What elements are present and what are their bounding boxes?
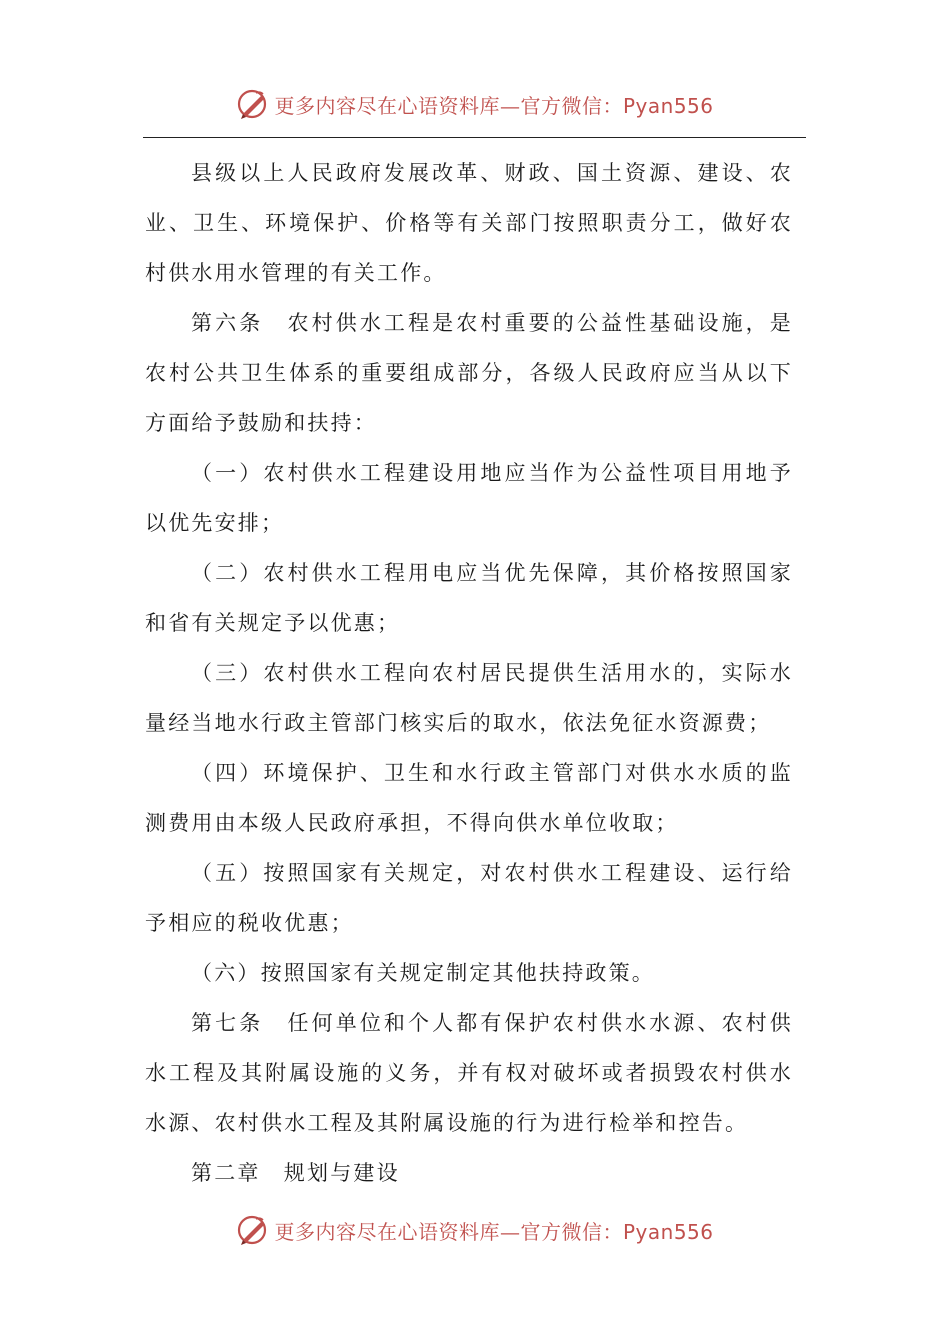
- paragraph: （二）农村供水工程用电应当优先保障，其价格按照国家和省有关规定予以优惠；: [145, 561, 793, 635]
- paragraph: 县级以上人民政府发展改革、财政、国土资源、建设、农业、卫生、环境保护、价格等有关部门按照职责分工，做好农村供水用水管理的有关工作。: [145, 161, 793, 285]
- header-banner: [0, 82, 950, 126]
- footer-banner: [0, 1208, 950, 1252]
- header-banner-wechat: 官方微信：: [520, 93, 623, 118]
- paragraph: 第六条 农村供水工程是农村重要的公益性基础设施，是农村公共卫生体系的重要组成部分，各级人民政府应当从以下方面给予鼓励和扶持：: [145, 311, 793, 435]
- header-banner-dash: —: [499, 93, 521, 118]
- footer-banner-text: [274, 1216, 713, 1245]
- paragraph: （四）环境保护、卫生和水行政主管部门对供水水质的监测费用由本级人民政府承担，不得向供水单位收取；: [145, 761, 793, 835]
- chapter-heading: 第二章 规划与建设: [191, 1161, 400, 1185]
- footer-banner-dash: —: [499, 1219, 521, 1244]
- header-banner-text: [274, 90, 713, 119]
- pen-logo-icon: [236, 87, 270, 121]
- footer-banner-wechat: 官方微信：: [520, 1219, 623, 1244]
- paragraph: 第七条 任何单位和个人都有保护农村供水水源、农村供水工程及其附属设施的义务，并有权对破坏或者损毁农村供水水源、农村供水工程及其附属设施的行为进行检举和控告。: [145, 1011, 793, 1135]
- paragraph: （六）按照国家有关规定制定其他扶持政策。: [191, 961, 655, 985]
- paragraph: （五）按照国家有关规定，对农村供水工程建设、运行给予相应的税收优惠；: [145, 861, 793, 935]
- paragraph: （一）农村供水工程建设用地应当作为公益性项目用地予以优先安排；: [145, 461, 793, 535]
- document-body: [145, 148, 793, 1198]
- footer-banner-main: 更多内容尽在心语资料库: [274, 1219, 500, 1244]
- pen-logo-icon: [236, 1213, 270, 1247]
- header-divider: [143, 137, 806, 138]
- header-banner-main: 更多内容尽在心语资料库: [274, 93, 500, 118]
- footer-banner-id: Pyan556: [622, 1219, 714, 1244]
- paragraph: （三）农村供水工程向农村居民提供生活用水的，实际水量经当地水行政主管部门核实后的取水，依法免征水资源费；: [145, 661, 793, 735]
- header-banner-id: Pyan556: [622, 93, 714, 118]
